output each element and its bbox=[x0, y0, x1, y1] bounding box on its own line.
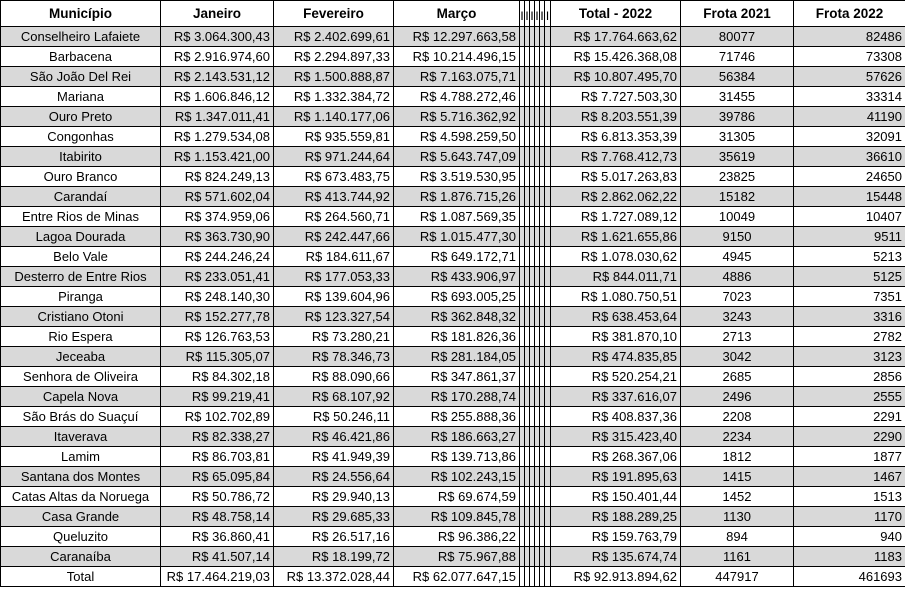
cell-janeiro[interactable]: R$ 2.916.974,60 bbox=[161, 47, 274, 67]
cell-municipio[interactable]: Cristiano Otoni bbox=[1, 307, 161, 327]
table-row bbox=[1, 527, 905, 547]
cell-janeiro[interactable]: R$ 1.279.534,08 bbox=[161, 127, 274, 147]
cell-marco[interactable]: R$ 96.386,22 bbox=[394, 527, 520, 547]
table-row bbox=[1, 307, 905, 327]
table-body bbox=[1, 27, 905, 567]
table-row bbox=[1, 267, 905, 287]
cell-janeiro[interactable]: R$ 82.338,27 bbox=[161, 427, 274, 447]
cell-frota-2021[interactable]: 2234 bbox=[681, 427, 794, 447]
table-row bbox=[1, 407, 905, 427]
cell-frota-2022[interactable]: 10407 bbox=[794, 207, 905, 227]
cell-municipio[interactable]: Jeceaba bbox=[1, 347, 161, 367]
cell-marco[interactable]: R$ 5.643.747,09 bbox=[394, 147, 520, 167]
cell-janeiro[interactable]: R$ 36.860,41 bbox=[161, 527, 274, 547]
cell-frota-2022[interactable]: 9511 bbox=[794, 227, 905, 247]
cell-municipio[interactable]: Capela Nova bbox=[1, 387, 161, 407]
cell-marco[interactable]: R$ 1.015.477,30 bbox=[394, 227, 520, 247]
cell-frota-2022[interactable]: 1183 bbox=[794, 547, 905, 567]
cell-fevereiro[interactable]: R$ 971.244,64 bbox=[274, 147, 394, 167]
table-row bbox=[1, 287, 905, 307]
cell-janeiro[interactable]: R$ 99.219,41 bbox=[161, 387, 274, 407]
cell-frota-2021[interactable]: 2685 bbox=[681, 367, 794, 387]
cell-total-2022[interactable]: R$ 135.674,74 bbox=[551, 547, 681, 567]
cell-fevereiro[interactable]: R$ 2.402.699,61 bbox=[274, 27, 394, 47]
cell-marco[interactable]: R$ 4.598.259,50 bbox=[394, 127, 520, 147]
cell-municipio[interactable]: Queluzito bbox=[1, 527, 161, 547]
total-total-2022[interactable]: R$ 92.913.894,62 bbox=[551, 567, 681, 587]
cell-janeiro[interactable]: R$ 50.786,72 bbox=[161, 487, 274, 507]
table-row bbox=[1, 187, 905, 207]
cell-janeiro[interactable]: R$ 1.606.846,12 bbox=[161, 87, 274, 107]
table-row bbox=[1, 367, 905, 387]
cell-marco[interactable]: R$ 281.184,05 bbox=[394, 347, 520, 367]
total-marco[interactable]: R$ 62.077.647,15 bbox=[394, 567, 520, 587]
cell-fevereiro[interactable]: R$ 177.053,33 bbox=[274, 267, 394, 287]
table-row bbox=[1, 447, 905, 467]
cell-frota-2022[interactable]: 41190 bbox=[794, 107, 905, 127]
cell-marco[interactable]: R$ 3.519.530,95 bbox=[394, 167, 520, 187]
cell-frota-2022[interactable]: 73308 bbox=[794, 47, 905, 67]
cell-total-2022[interactable]: R$ 191.895,63 bbox=[551, 467, 681, 487]
cell-frota-2021[interactable]: 1161 bbox=[681, 547, 794, 567]
header-mini-mark: | bbox=[535, 10, 539, 20]
cell-frota-2021[interactable]: 10049 bbox=[681, 207, 794, 227]
cell-total-2022[interactable]: R$ 188.289,25 bbox=[551, 507, 681, 527]
cell-frota-2021[interactable]: 894 bbox=[681, 527, 794, 547]
cell-total-2022[interactable]: R$ 474.835,85 bbox=[551, 347, 681, 367]
table-row bbox=[1, 247, 905, 267]
cell-frota-2021[interactable]: 3243 bbox=[681, 307, 794, 327]
cell-janeiro[interactable]: R$ 3.064.300,43 bbox=[161, 27, 274, 47]
cell-total-2022[interactable]: R$ 6.813.353,39 bbox=[551, 127, 681, 147]
cell-janeiro[interactable]: R$ 126.763,53 bbox=[161, 327, 274, 347]
cell-marco[interactable]: R$ 139.713,86 bbox=[394, 447, 520, 467]
cell-fevereiro[interactable]: R$ 24.556,64 bbox=[274, 467, 394, 487]
cell-municipio[interactable]: Desterro de Entre Rios bbox=[1, 267, 161, 287]
cell-fevereiro[interactable]: R$ 26.517,16 bbox=[274, 527, 394, 547]
cell-fevereiro[interactable]: R$ 78.346,73 bbox=[274, 347, 394, 367]
cell-total-2022[interactable]: R$ 5.017.263,83 bbox=[551, 167, 681, 187]
cell-marco[interactable]: R$ 1.876.715,26 bbox=[394, 187, 520, 207]
table-row bbox=[1, 147, 905, 167]
cell-municipio[interactable]: Ouro Preto bbox=[1, 107, 161, 127]
cell-frota-2021[interactable]: 4945 bbox=[681, 247, 794, 267]
cell-fevereiro[interactable]: R$ 18.199,72 bbox=[274, 547, 394, 567]
cell-frota-2022[interactable]: 57626 bbox=[794, 67, 905, 87]
cell-marco[interactable]: R$ 10.214.496,15 bbox=[394, 47, 520, 67]
header-fevereiro[interactable]: Fevereiro bbox=[274, 1, 394, 27]
cell-municipio[interactable]: Entre Rios de Minas bbox=[1, 207, 161, 227]
cell-marco[interactable]: R$ 170.288,74 bbox=[394, 387, 520, 407]
cell-total-2022[interactable]: R$ 10.807.495,70 bbox=[551, 67, 681, 87]
header-municipio[interactable]: Município bbox=[1, 1, 161, 27]
cell-frota-2021[interactable]: 4886 bbox=[681, 267, 794, 287]
header-marco[interactable]: Março bbox=[394, 1, 520, 27]
cell-marco[interactable]: R$ 75.967,88 bbox=[394, 547, 520, 567]
cell-marco[interactable]: R$ 109.845,78 bbox=[394, 507, 520, 527]
cell-janeiro[interactable]: R$ 152.277,78 bbox=[161, 307, 274, 327]
cell-frota-2021[interactable]: 71746 bbox=[681, 47, 794, 67]
table-row bbox=[1, 507, 905, 527]
table-row bbox=[1, 107, 905, 127]
cell-frota-2022[interactable]: 15448 bbox=[794, 187, 905, 207]
table-row bbox=[1, 47, 905, 67]
cell-municipio[interactable]: Catas Altas da Noruega bbox=[1, 487, 161, 507]
cell-frota-2022[interactable]: 2291 bbox=[794, 407, 905, 427]
table-row bbox=[1, 487, 905, 507]
cell-municipio[interactable]: Itaverava bbox=[1, 427, 161, 447]
cell-marco[interactable]: R$ 12.297.663,58 bbox=[394, 27, 520, 47]
cell-total-2022[interactable]: R$ 17.764.663,62 bbox=[551, 27, 681, 47]
cell-frota-2021[interactable]: 2208 bbox=[681, 407, 794, 427]
total-frota-2021[interactable]: 447917 bbox=[681, 567, 794, 587]
cell-frota-2022[interactable]: 1877 bbox=[794, 447, 905, 467]
cell-janeiro[interactable]: R$ 1.347.011,41 bbox=[161, 107, 274, 127]
cell-janeiro[interactable]: R$ 102.702,89 bbox=[161, 407, 274, 427]
cell-fevereiro[interactable]: R$ 46.421,86 bbox=[274, 427, 394, 447]
cell-frota-2022[interactable]: 2782 bbox=[794, 327, 905, 347]
cell-frota-2022[interactable]: 82486 bbox=[794, 27, 905, 47]
header-mini-mark: | bbox=[530, 10, 534, 20]
cell-municipio[interactable]: São Brás do Suaçuí bbox=[1, 407, 161, 427]
header-mini-mark: | bbox=[540, 10, 544, 20]
table-row bbox=[1, 207, 905, 227]
cell-total-2022[interactable]: R$ 150.401,44 bbox=[551, 487, 681, 507]
table-row bbox=[1, 27, 905, 47]
cell-frota-2022[interactable]: 32091 bbox=[794, 127, 905, 147]
cell-municipio[interactable]: Senhora de Oliveira bbox=[1, 367, 161, 387]
cell-fevereiro[interactable]: R$ 29.940,13 bbox=[274, 487, 394, 507]
cell-janeiro[interactable]: R$ 363.730,90 bbox=[161, 227, 274, 247]
cell-fevereiro[interactable]: R$ 68.107,92 bbox=[274, 387, 394, 407]
cell-total-2022[interactable]: R$ 520.254,21 bbox=[551, 367, 681, 387]
table-row bbox=[1, 67, 905, 87]
header-janeiro[interactable]: Janeiro bbox=[161, 1, 274, 27]
cell-total-2022[interactable]: R$ 1.080.750,51 bbox=[551, 287, 681, 307]
total-janeiro[interactable]: R$ 17.464.219,03 bbox=[161, 567, 274, 587]
table-row bbox=[1, 467, 905, 487]
cell-fevereiro[interactable]: R$ 184.611,67 bbox=[274, 247, 394, 267]
cell-frota-2021[interactable]: 2713 bbox=[681, 327, 794, 347]
cell-frota-2022[interactable]: 2555 bbox=[794, 387, 905, 407]
cell-fevereiro[interactable]: R$ 413.744,92 bbox=[274, 187, 394, 207]
header-row bbox=[1, 1, 905, 27]
cell-janeiro[interactable]: R$ 824.249,13 bbox=[161, 167, 274, 187]
cell-fevereiro[interactable]: R$ 73.280,21 bbox=[274, 327, 394, 347]
header-frota-2022[interactable]: Frota 2022 bbox=[794, 1, 905, 27]
cell-fevereiro[interactable]: R$ 139.604,96 bbox=[274, 287, 394, 307]
cell-total-2022[interactable]: R$ 7.727.503,30 bbox=[551, 87, 681, 107]
cell-fevereiro[interactable]: R$ 1.500.888,87 bbox=[274, 67, 394, 87]
total-fevereiro[interactable]: R$ 13.372.028,44 bbox=[274, 567, 394, 587]
cell-fevereiro[interactable]: R$ 242.447,66 bbox=[274, 227, 394, 247]
cell-marco[interactable]: R$ 433.906,97 bbox=[394, 267, 520, 287]
cell-total-2022[interactable]: R$ 268.367,06 bbox=[551, 447, 681, 467]
total-frota-2022[interactable]: 461693 bbox=[794, 567, 905, 587]
cell-marco[interactable]: R$ 5.716.362,92 bbox=[394, 107, 520, 127]
table-row bbox=[1, 87, 905, 107]
cell-total-2022[interactable]: R$ 638.453,64 bbox=[551, 307, 681, 327]
cell-frota-2021[interactable]: 1415 bbox=[681, 467, 794, 487]
cell-frota-2022[interactable]: 2290 bbox=[794, 427, 905, 447]
cell-fevereiro[interactable]: R$ 935.559,81 bbox=[274, 127, 394, 147]
cell-janeiro[interactable]: R$ 233.051,41 bbox=[161, 267, 274, 287]
cell-frota-2021[interactable]: 3042 bbox=[681, 347, 794, 367]
cell-frota-2022[interactable]: 5125 bbox=[794, 267, 905, 287]
cell-municipio[interactable]: Mariana bbox=[1, 87, 161, 107]
cell-municipio[interactable]: Carandaí bbox=[1, 187, 161, 207]
table-row bbox=[1, 427, 905, 447]
cell-total-2022[interactable]: R$ 159.763,79 bbox=[551, 527, 681, 547]
cell-marco[interactable]: R$ 362.848,32 bbox=[394, 307, 520, 327]
cell-municipio[interactable]: Barbacena bbox=[1, 47, 161, 67]
cell-fevereiro[interactable]: R$ 2.294.897,33 bbox=[274, 47, 394, 67]
cell-fevereiro[interactable]: R$ 673.483,75 bbox=[274, 167, 394, 187]
cell-municipio[interactable]: Itabirito bbox=[1, 147, 161, 167]
cell-total-2022[interactable]: R$ 7.768.412,73 bbox=[551, 147, 681, 167]
cell-marco[interactable]: R$ 649.172,71 bbox=[394, 247, 520, 267]
table-row bbox=[1, 127, 905, 147]
cell-frota-2021[interactable]: 23825 bbox=[681, 167, 794, 187]
total-label[interactable]: Total bbox=[1, 567, 161, 587]
cell-marco[interactable]: R$ 347.861,37 bbox=[394, 367, 520, 387]
cell-fevereiro[interactable]: R$ 1.140.177,06 bbox=[274, 107, 394, 127]
cell-frota-2021[interactable]: 56384 bbox=[681, 67, 794, 87]
cell-marco[interactable]: R$ 102.243,15 bbox=[394, 467, 520, 487]
cell-municipio[interactable]: Casa Grande bbox=[1, 507, 161, 527]
cell-fevereiro[interactable]: R$ 29.685,33 bbox=[274, 507, 394, 527]
cell-frota-2021[interactable]: 9150 bbox=[681, 227, 794, 247]
cell-marco[interactable]: R$ 186.663,27 bbox=[394, 427, 520, 447]
cell-total-2022[interactable]: R$ 2.862.062,22 bbox=[551, 187, 681, 207]
cell-frota-2021[interactable]: 15182 bbox=[681, 187, 794, 207]
cell-municipio[interactable]: Congonhas bbox=[1, 127, 161, 147]
cell-marco[interactable]: R$ 181.826,36 bbox=[394, 327, 520, 347]
cell-municipio[interactable]: São João Del Rei bbox=[1, 67, 161, 87]
cell-municipio[interactable]: Caranaíba bbox=[1, 547, 161, 567]
cell-municipio[interactable]: Conselheiro Lafaiete bbox=[1, 27, 161, 47]
cell-total-2022[interactable]: R$ 337.616,07 bbox=[551, 387, 681, 407]
cell-fevereiro[interactable]: R$ 50.246,11 bbox=[274, 407, 394, 427]
cell-frota-2022[interactable]: 5213 bbox=[794, 247, 905, 267]
cell-frota-2021[interactable]: 39786 bbox=[681, 107, 794, 127]
header-mini-mark: | bbox=[546, 10, 549, 20]
table-row bbox=[1, 167, 905, 187]
cell-fevereiro[interactable]: R$ 264.560,71 bbox=[274, 207, 394, 227]
table-row bbox=[1, 387, 905, 407]
cell-frota-2022[interactable]: 3316 bbox=[794, 307, 905, 327]
cell-frota-2022[interactable]: 3123 bbox=[794, 347, 905, 367]
cell-janeiro[interactable]: R$ 248.140,30 bbox=[161, 287, 274, 307]
cell-frota-2022[interactable]: 940 bbox=[794, 527, 905, 547]
cell-fevereiro[interactable]: R$ 1.332.384,72 bbox=[274, 87, 394, 107]
cell-marco[interactable]: R$ 693.005,25 bbox=[394, 287, 520, 307]
cell-frota-2022[interactable]: 24650 bbox=[794, 167, 905, 187]
cell-frota-2021[interactable]: 1812 bbox=[681, 447, 794, 467]
cell-municipio[interactable]: Ouro Branco bbox=[1, 167, 161, 187]
cell-janeiro[interactable]: R$ 244.246,24 bbox=[161, 247, 274, 267]
cell-total-2022[interactable]: R$ 408.837,36 bbox=[551, 407, 681, 427]
cell-fevereiro[interactable]: R$ 88.090,66 bbox=[274, 367, 394, 387]
total-row bbox=[1, 567, 905, 587]
cell-marco[interactable]: R$ 7.163.075,71 bbox=[394, 67, 520, 87]
cell-total-2022[interactable]: R$ 15.426.368,08 bbox=[551, 47, 681, 67]
cell-janeiro[interactable]: R$ 41.507,14 bbox=[161, 547, 274, 567]
cell-frota-2021[interactable]: 31305 bbox=[681, 127, 794, 147]
cell-frota-2022[interactable]: 36610 bbox=[794, 147, 905, 167]
cell-frota-2021[interactable]: 1452 bbox=[681, 487, 794, 507]
table-row bbox=[1, 547, 905, 567]
cell-municipio[interactable]: Rio Espera bbox=[1, 327, 161, 347]
cell-janeiro[interactable]: R$ 86.703,81 bbox=[161, 447, 274, 467]
cell-frota-2022[interactable]: 33314 bbox=[794, 87, 905, 107]
cell-marco[interactable]: R$ 69.674,59 bbox=[394, 487, 520, 507]
cell-janeiro[interactable]: R$ 374.959,06 bbox=[161, 207, 274, 227]
table-row bbox=[1, 347, 905, 367]
cell-frota-2021[interactable]: 31455 bbox=[681, 87, 794, 107]
cell-janeiro[interactable]: R$ 84.302,18 bbox=[161, 367, 274, 387]
cell-municipio[interactable]: Piranga bbox=[1, 287, 161, 307]
cell-janeiro[interactable]: R$ 65.095,84 bbox=[161, 467, 274, 487]
cell-total-2022[interactable]: R$ 1.621.655,86 bbox=[551, 227, 681, 247]
cell-janeiro[interactable]: R$ 1.153.421,00 bbox=[161, 147, 274, 167]
cell-janeiro[interactable]: R$ 2.143.531,12 bbox=[161, 67, 274, 87]
header-mini-mark: | bbox=[525, 10, 529, 20]
cell-total-2022[interactable]: R$ 8.203.551,39 bbox=[551, 107, 681, 127]
cell-total-2022[interactable]: R$ 315.423,40 bbox=[551, 427, 681, 447]
cell-marco[interactable]: R$ 1.087.569,35 bbox=[394, 207, 520, 227]
cell-total-2022[interactable]: R$ 381.870,10 bbox=[551, 327, 681, 347]
cell-frota-2021[interactable]: 35619 bbox=[681, 147, 794, 167]
cell-marco[interactable]: R$ 255.888,36 bbox=[394, 407, 520, 427]
cell-frota-2021[interactable]: 1130 bbox=[681, 507, 794, 527]
header-total-2022[interactable]: Total - 2022 bbox=[551, 1, 681, 27]
cell-municipio[interactable]: Lagoa Dourada bbox=[1, 227, 161, 247]
cell-total-2022[interactable]: R$ 1.727.089,12 bbox=[551, 207, 681, 227]
header-mini-mark: | bbox=[520, 10, 524, 20]
cell-frota-2022[interactable]: 1170 bbox=[794, 507, 905, 527]
cell-municipio[interactable]: Santana dos Montes bbox=[1, 467, 161, 487]
cell-janeiro[interactable]: R$ 48.758,14 bbox=[161, 507, 274, 527]
cell-frota-2022[interactable]: 2856 bbox=[794, 367, 905, 387]
cell-frota-2022[interactable]: 1513 bbox=[794, 487, 905, 507]
cell-frota-2021[interactable]: 2496 bbox=[681, 387, 794, 407]
cell-total-2022[interactable]: R$ 1.078.030,62 bbox=[551, 247, 681, 267]
cell-janeiro[interactable]: R$ 571.602,04 bbox=[161, 187, 274, 207]
cell-municipio[interactable]: Lamim bbox=[1, 447, 161, 467]
cell-frota-2022[interactable]: 7351 bbox=[794, 287, 905, 307]
cell-frota-2021[interactable]: 80077 bbox=[681, 27, 794, 47]
table-row bbox=[1, 327, 905, 347]
cell-municipio[interactable]: Belo Vale bbox=[1, 247, 161, 267]
cell-total-2022[interactable]: R$ 844.011,71 bbox=[551, 267, 681, 287]
cell-frota-2021[interactable]: 7023 bbox=[681, 287, 794, 307]
cell-janeiro[interactable]: R$ 115.305,07 bbox=[161, 347, 274, 367]
cell-fevereiro[interactable]: R$ 123.327,54 bbox=[274, 307, 394, 327]
cell-fevereiro[interactable]: R$ 41.949,39 bbox=[274, 447, 394, 467]
header-frota-2021[interactable]: Frota 2021 bbox=[681, 1, 794, 27]
table-row bbox=[1, 227, 905, 247]
cell-marco[interactable]: R$ 4.788.272,46 bbox=[394, 87, 520, 107]
cell-frota-2022[interactable]: 1467 bbox=[794, 467, 905, 487]
